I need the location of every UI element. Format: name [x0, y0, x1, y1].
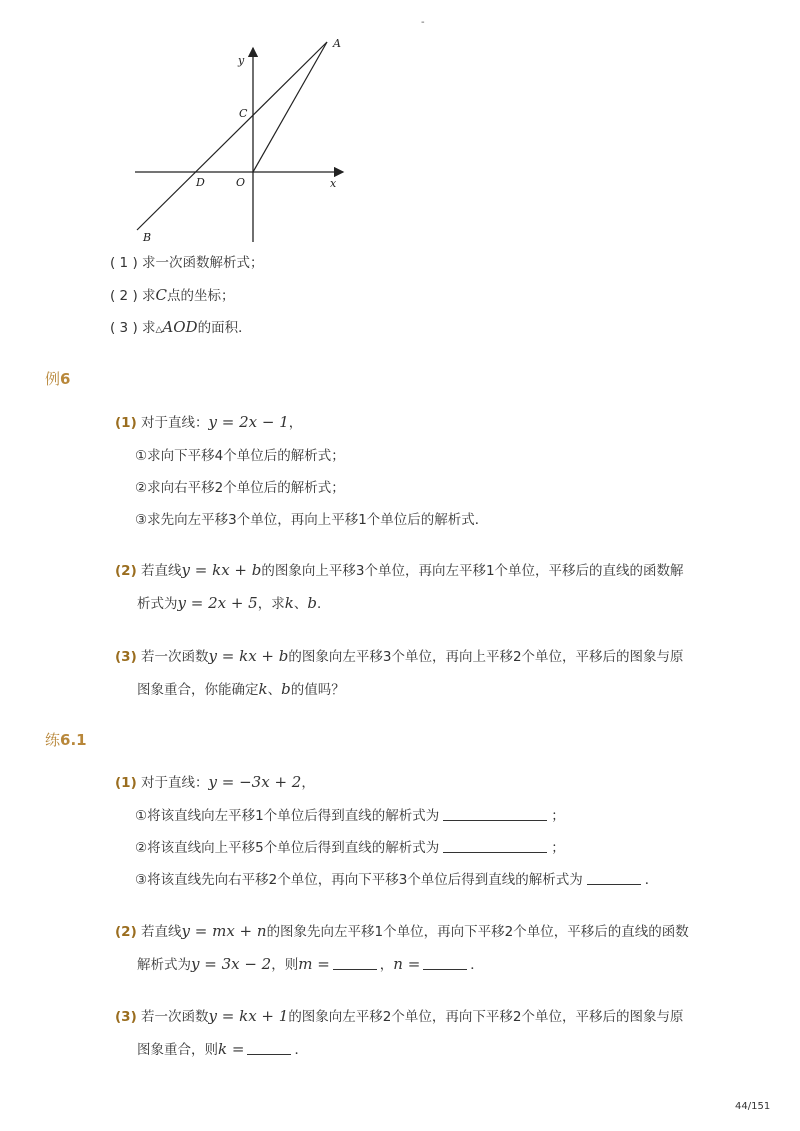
answer-blank-2[interactable] [443, 840, 547, 853]
pr61-q3-l2-pre: 图象重合，则 [137, 1042, 218, 1058]
pr61-q1-item-3-end: ． [644, 872, 659, 888]
ex6-q3-l1-math: y = kx + b [208, 647, 289, 665]
example-label: 例 [45, 370, 61, 388]
practice-6-1-heading [45, 729, 87, 750]
pr61-q2-l2-m: m = [298, 955, 330, 973]
practice-label: 练 [45, 731, 61, 749]
answer-blank-3[interactable] [587, 872, 641, 885]
pr61-q3-l1-math: y = kx + 1 [208, 1007, 289, 1025]
ex6-q2-l1-pre: 若直线 [141, 563, 182, 579]
ex6-q2-l2-b: b [307, 594, 317, 612]
pr61-q2-line-2 [137, 953, 484, 973]
ex6-q1-item-2: ②求向右平移2个单位后的解析式； [135, 480, 345, 496]
ex6-q1-math: y = 2x − 1 [208, 413, 289, 431]
prev-part-2 [110, 284, 234, 304]
pr61-q1-item-1-text: ①将该直线向左平移1个单位后得到直线的解析式为 [135, 808, 440, 824]
prev-part-2-var: C [155, 286, 167, 304]
pr61-q1 [115, 771, 315, 791]
ex6-q1-item-3: ③求先向左平移3个单位，再向上平移1个单位后的解析式． [135, 512, 489, 528]
prev-part-3 [110, 316, 252, 336]
answer-blank-m[interactable] [333, 957, 377, 970]
ex6-q2-l1-post: 的图象向上平移3个单位，再向左平移1个单位，平移后的直线的函数解 [261, 563, 684, 579]
pr61-q1-number: (1) [115, 775, 137, 791]
triangle-symbol: △ [155, 325, 163, 335]
pr61-q3-line-2 [137, 1038, 308, 1058]
pr61-q3-l2-end: ． [294, 1042, 308, 1058]
pr61-q1-item-1 [135, 804, 565, 824]
ex6-q2-l2-k: k [284, 594, 294, 612]
ex6-q3-l2-sep: 、 [267, 682, 282, 698]
prev-part-3-pre: ( 3 ) 求 [110, 320, 156, 336]
prev-part-2-pre: ( 2 ) 求 [110, 288, 156, 304]
pr61-q1-item-2-text: ②将该直线向上平移5个单位后得到直线的解析式为 [135, 840, 440, 856]
ex6-q3-line-1 [115, 645, 684, 665]
segment-oa [253, 42, 327, 172]
page-number: 44/151 [735, 1101, 771, 1112]
ex6-q2-line-1 [115, 559, 684, 579]
pr61-q2-line-1 [115, 920, 689, 940]
ex6-q2-l2-pre: 析式为 [137, 596, 178, 612]
pr61-q2-l2-math: y = 3x − 2 [191, 955, 272, 973]
pr61-q2-number: (2) [115, 924, 137, 940]
ex6-q1-item-1: ①求向下平移4个单位后的解析式； [135, 448, 345, 464]
pr61-q1-item-2 [135, 836, 565, 856]
line-ab [137, 42, 327, 230]
practice-number: 6.1 [60, 731, 87, 749]
header-mark: - [421, 17, 425, 28]
label-o: O [236, 176, 246, 189]
ex6-q3-l1-pre: 若一次函数 [141, 649, 209, 665]
prev-part-3-post: 的面积． [197, 320, 252, 336]
ex6-q3-l2-pre: 图象重合，你能确定 [137, 682, 259, 698]
label-c: C [239, 107, 248, 120]
pr61-q3-l2-k: k = [218, 1040, 245, 1058]
pr61-q2-l2-mid2: ， [379, 957, 394, 973]
answer-blank-k[interactable] [247, 1042, 291, 1055]
label-x: x [330, 177, 337, 190]
pr61-q1-item-1-end: ； [551, 808, 565, 824]
prev-part-3-var: AOD [162, 318, 198, 336]
pr61-q1-text-pre: 对于直线： [141, 775, 209, 791]
pr61-q2-l2-n: n = [393, 955, 421, 973]
pr61-q2-l2-pre: 解析式为 [137, 957, 191, 973]
pr61-q3-line-1 [115, 1005, 684, 1025]
ex6-q3-l2-b: b [281, 680, 291, 698]
ex6-q3-l2-k: k [258, 680, 268, 698]
coordinate-figure [125, 30, 365, 250]
prev-part-1: ( 1 ) 求一次函数解析式； [110, 255, 264, 271]
ex6-q2-l2-math: y = 2x + 5 [177, 594, 258, 612]
label-a: A [333, 37, 341, 50]
ex6-q1-text-post: ， [288, 415, 303, 431]
pr61-q2-l1-post: 的图象先向左平移1个单位，再向下平移2个单位，平移后的直线的函数 [266, 924, 689, 940]
pr61-q3-number: (3) [115, 1009, 137, 1025]
pr61-q1-item-2-end: ； [551, 840, 565, 856]
example-6-heading [45, 368, 70, 389]
ex6-q2-l2-sep: 、 [293, 596, 308, 612]
pr61-q2-l1-math: y = mx + n [181, 922, 267, 940]
label-y: y [238, 54, 245, 67]
pr61-q3-l1-post: 的图象向左平移2个单位，再向下平移2个单位，平移后的图象与原 [288, 1009, 684, 1025]
label-d: D [196, 176, 205, 189]
ex6-q1 [115, 411, 302, 431]
ex6-q2-number: (2) [115, 563, 137, 579]
ex6-q2-l2-end: ． [316, 596, 331, 612]
ex6-q2-line-2 [137, 592, 330, 612]
example-number: 6 [60, 370, 71, 388]
ex6-q2-l1-math: y = kx + b [181, 561, 262, 579]
pr61-q3-l1-pre: 若一次函数 [141, 1009, 209, 1025]
pr61-q2-l2-end: ． [470, 957, 484, 973]
label-b: B [143, 231, 152, 244]
pr61-q2-l2-mid1: ，则 [271, 957, 299, 973]
ex6-q1-text-pre: 对于直线： [141, 415, 209, 431]
pr61-q2-l1-pre: 若直线 [141, 924, 182, 940]
ex6-q3-line-2 [137, 678, 345, 698]
pr61-q1-item-3 [135, 868, 658, 888]
prev-part-2-post: 点的坐标； [166, 288, 235, 304]
answer-blank-1[interactable] [443, 808, 547, 821]
pr61-q1-math: y = −3x + 2 [208, 773, 302, 791]
ex6-q2-l2-mid: ，求 [257, 596, 285, 612]
pr61-q1-text-post: ， [301, 775, 315, 791]
ex6-q3-l2-end: 的值吗？ [290, 682, 345, 698]
ex6-q3-l1-post: 的图象向左平移3个单位，再向上平移2个单位，平移后的图象与原 [288, 649, 684, 665]
ex6-q1-number: (1) [115, 415, 137, 431]
ex6-q3-number: (3) [115, 649, 137, 665]
answer-blank-n[interactable] [423, 957, 467, 970]
pr61-q1-item-3-text: ③将该直线先向右平移2个单位，再向下平移3个单位后得到直线的解析式为 [135, 872, 583, 888]
